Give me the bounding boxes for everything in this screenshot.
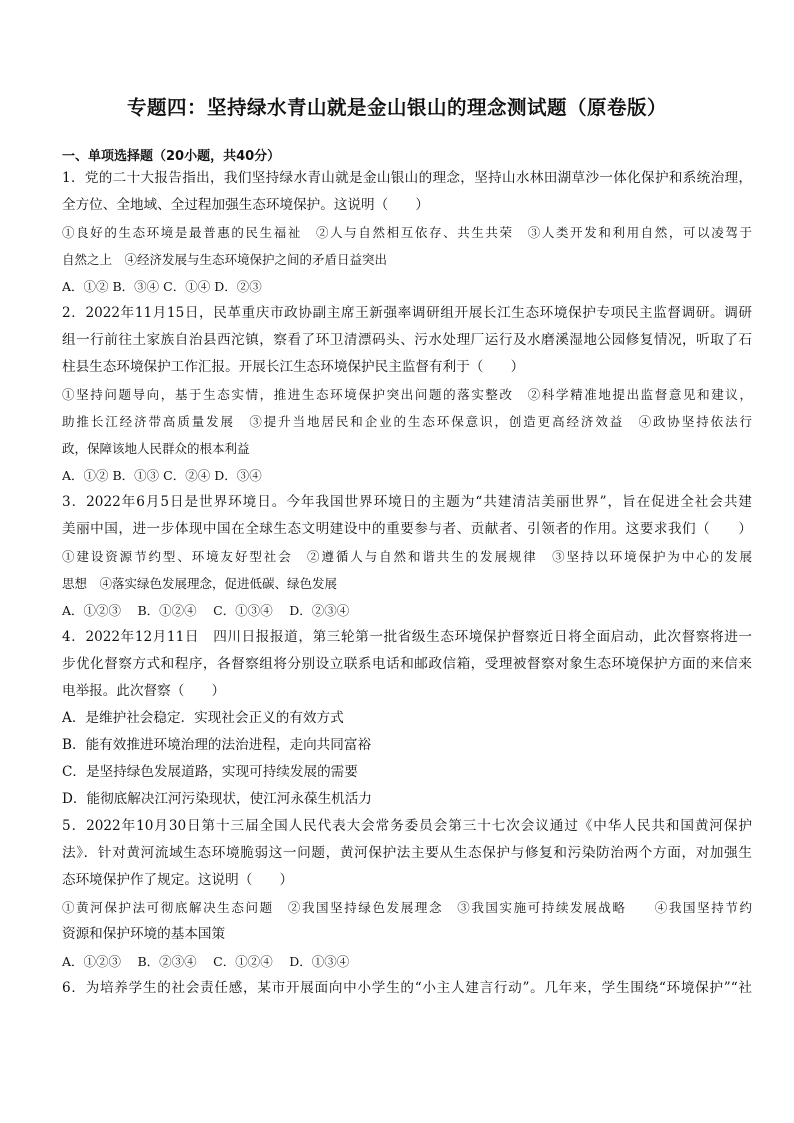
text-line: 步优化督察方式和程序，各督察组将分别设立联系电话和邮政信箱，受理被督察对象生态环境保护方面的来信来: [62, 656, 752, 672]
text-line: C．是坚持绿色发展道路，实现可持续发展的需要: [62, 764, 358, 780]
text-line: 思想 ④落实绿色发展理念，促进低碳、绿色发展: [62, 576, 338, 591]
text-line: A．①②③ B．②③④ C．①②④ D．①③④: [62, 954, 350, 969]
text-line: 资源和保护环境的基本国策: [62, 926, 226, 942]
question-body: [62, 165, 752, 1002]
text-line: 4．2022年12月11日 四川日报报道，第三轮第一批省级生态环境保护督察近日将全面启动，此次督察将进一: [62, 629, 752, 645]
text-line: 电举报。此次督察（ ）: [62, 683, 226, 699]
text-line: D．能彻底解决江河污染现状，使江河永葆生机活力: [62, 791, 372, 807]
text-line: 1．党的二十大报告指出，我们坚持绿水青山就是金山银山的理念，坚持山水林田湖草沙一体化保护和系统治理，: [62, 170, 752, 186]
text-line: A．①② B．③④ C．①④ D．②③: [62, 279, 262, 294]
text-line: 2．2022年11月15日，民革重庆市政协副主席王新强率调研组开展长江生态环境保护专项民主监督调研。调研: [62, 305, 752, 321]
text-line: ①黄河保护法可彻底解决生态问题 ②我国坚持绿色发展理念 ③我国实施可持续发展战略 ④我国坚持节约: [62, 900, 752, 915]
text-line: 5．2022年10月30日第十三届全国人民代表大会常务委员会第三十七次会议通过《中华人民共和国黄河保护: [62, 818, 752, 834]
text-line: A．是维护社会稳定．实现社会正义的有效方式: [62, 710, 344, 726]
page-title: 专题四：坚持绿水青山就是金山银山的理念测试题（原卷版）: [126, 96, 667, 119]
section-heading: 一、单项选择题（20小题，共40分）: [62, 149, 281, 164]
text-line: ①建设资源节约型、环境友好型社会 ②遵循人与自然和谐共生的发展规律 ③坚持以环境保护为中心的发展: [62, 549, 752, 564]
text-line: 全方位、全地域、全过程加强生态环境保护。这说明（ ）: [62, 197, 430, 213]
text-line: 助推长江经济带高质量发展 ③提升当地居民和企业的生态环保意识，创造更高经济效益 ④政协坚持依法行: [62, 414, 752, 429]
text-line: 3．2022年6月5日是世界环境日。今年我国世界环境日的主题为“共建清洁美丽世界”，旨在促进全社会共建: [62, 494, 752, 510]
text-line: 政，保障该地人民群众的根本利益: [62, 441, 250, 456]
text-line: ①坚持问题导向，基于生态实情，推进生态环境保护突出问题的落实整改 ②科学精准地提出监督意见和建议，: [62, 387, 752, 402]
text-line: ①良好的生态环境是最普惠的民生福祉 ②人与自然相互依存、共生共荣 ③人类开发和利用自然，可以凌驾于: [62, 225, 752, 240]
text-line: 美丽中国，进一步体现中国在全球生态文明建设中的重要参与者、贡献者、引领者的作用。这要求我们（ ）: [62, 521, 752, 537]
text-line: 6．为培养学生的社会责任感，某市开展面向中小学生的“小主人建言行动”。几年来，学生围绕“环境保护”“社: [62, 980, 752, 996]
text-line: 组一行前往土家族自治县西沱镇，察看了环卫清漂码头、污水处理厂运行及水磨溪湿地公园修复情况，听取了石: [62, 332, 752, 348]
text-line: 态环境保护作了规定。这说明（ ）: [62, 872, 294, 888]
text-line: B．能有效推进环境治理的法治进程，走向共同富裕: [62, 737, 372, 753]
text-line: A．①②③ B．①②④ C．①③④ D．②③④: [62, 603, 350, 618]
text-line: 自然之上 ④经济发展与生态环境保护之间的矛盾日益突出: [62, 252, 388, 267]
text-line: 法》．针对黄河流域生态环境脆弱这一问题，黄河保护法主要从生态保护与修复和污染防治两个方面，对加强生: [62, 845, 752, 861]
text-line: 柱县生态环境保护工作汇报。开展长江生态环境保护民主监督有利于（ ）: [62, 359, 525, 375]
text-line: A．①② B．①③ C．②④ D．③④: [62, 468, 262, 483]
